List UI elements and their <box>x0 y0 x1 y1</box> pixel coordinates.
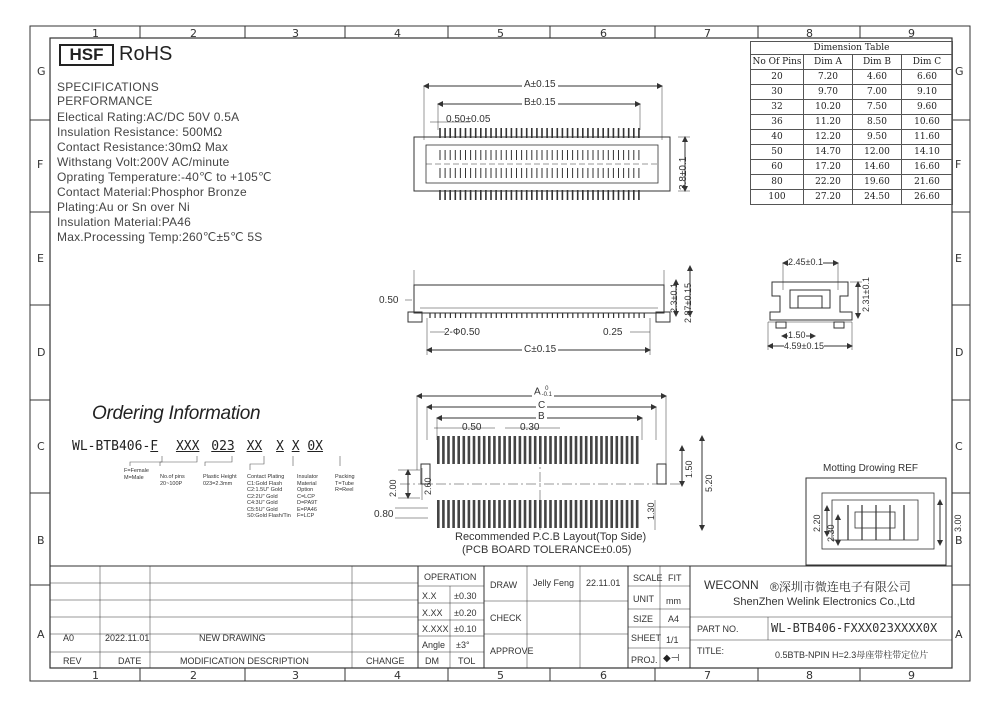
pad <box>442 436 445 464</box>
title-label: TITLE: <box>697 646 725 656</box>
pad <box>590 500 593 528</box>
pad <box>508 500 511 528</box>
pcb-dim-c: C <box>538 400 546 411</box>
table-cell: 30 <box>751 85 804 100</box>
row-label: A <box>37 628 45 641</box>
pad <box>616 500 619 528</box>
side-view-pins <box>430 313 644 318</box>
part-no-label: PART NO. <box>697 624 739 634</box>
spec-line: Max.Processing Temp:260℃±5℃ 5S <box>57 230 263 244</box>
mating-title: Motting Drowing REF <box>823 463 919 474</box>
rev-header: REV <box>63 656 82 666</box>
pcb-right-h2: 5.20 <box>704 474 714 492</box>
col-label: 9 <box>908 27 915 40</box>
sheet-label: SHEET <box>631 633 662 643</box>
table-header: No Of Pins <box>751 55 804 70</box>
pad <box>519 500 522 528</box>
rohs-logo: RoHS <box>119 43 173 65</box>
table-cell: 9.10 <box>902 85 953 100</box>
projection-label: PROJ. <box>631 655 658 665</box>
pad <box>559 500 562 528</box>
pad <box>457 436 460 464</box>
ordering-leaders <box>130 456 340 470</box>
pcb-pad-width: 0.30 <box>520 422 540 433</box>
pad <box>631 436 634 464</box>
pad <box>621 500 624 528</box>
projection-icon: ◆⊣ <box>663 653 680 664</box>
pad <box>452 500 455 528</box>
part-no-value: WL-BTB406-FXXX023XXXX0X <box>771 621 938 635</box>
size-label: SIZE <box>633 614 654 624</box>
table-cell: 14.60 <box>853 160 902 175</box>
date-header: DATE <box>118 656 142 666</box>
spec-line: Plating:Au or Sn over Ni <box>57 200 190 214</box>
side-left-label: 0.50 <box>379 295 399 306</box>
row-label: G <box>955 65 964 78</box>
table-cell: 10.20 <box>804 100 853 115</box>
unit-value: mm <box>666 596 681 606</box>
table-cell: 100 <box>751 190 804 205</box>
title-value: 0.5BTB-NPIN H=2.3母座带柱带定位片 <box>775 650 929 660</box>
spec-line: Oprating Temperature:-40℃ to +105℃ <box>57 170 272 184</box>
pcb-left-h: 2.00 <box>388 479 398 497</box>
pad <box>447 436 450 464</box>
pad <box>437 436 440 464</box>
pad <box>524 436 527 464</box>
pad <box>590 436 593 464</box>
sheet-value: 1/1 <box>666 635 679 645</box>
mating-d3: 3.00 <box>953 514 963 532</box>
table-cell: 80 <box>751 175 804 190</box>
table-header: Dim C <box>902 55 953 70</box>
check-label: CHECK <box>490 613 522 623</box>
table-cell: 20 <box>751 70 804 85</box>
pad <box>549 500 552 528</box>
tol-key: X.XXX <box>422 624 449 634</box>
legend-packing: Packing T=Tube R=Reel <box>335 474 355 493</box>
pad <box>544 500 547 528</box>
company-short: WECONN <box>704 578 759 592</box>
pad <box>529 436 532 464</box>
pad <box>565 500 568 528</box>
spec-line: Contact Material:Phosphor Bronze <box>57 185 247 199</box>
pad <box>544 436 547 464</box>
table-cell: 9.60 <box>902 100 953 115</box>
tol-key: X.X <box>422 591 437 601</box>
pcb-pitch: 0.50 <box>462 422 482 433</box>
pad <box>514 500 517 528</box>
pad <box>483 436 486 464</box>
table-header: Dim A <box>804 55 853 70</box>
table-cell: 11.20 <box>804 115 853 130</box>
pad <box>570 500 573 528</box>
pad <box>539 500 542 528</box>
table-cell: 21.60 <box>902 175 953 190</box>
table-cell: 40 <box>751 130 804 145</box>
side-view <box>405 266 690 355</box>
row-label: C <box>37 440 45 453</box>
end-inner-label: 1.50 <box>788 330 806 340</box>
pad <box>503 436 506 464</box>
side-h1-label: 2.3±0.1 <box>669 283 679 313</box>
pad <box>508 436 511 464</box>
end-top-label: 2.45±0.1 <box>788 257 823 267</box>
row-label: F <box>37 158 44 171</box>
table-cell: 9.70 <box>804 85 853 100</box>
size-value: A4 <box>668 614 680 624</box>
pad <box>478 436 481 464</box>
col-label: 4 <box>394 27 401 40</box>
scale-label: SCALE <box>633 573 663 583</box>
part-prefix: WL-BTB406- <box>72 439 151 454</box>
table-cell: 17.20 <box>804 160 853 175</box>
row-label: D <box>37 346 46 359</box>
pad <box>503 500 506 528</box>
legend-height: Plastic Height 023=2.3mm <box>203 474 237 487</box>
row-label: G <box>37 65 46 78</box>
pad <box>539 436 542 464</box>
col-label: 1 <box>92 669 99 682</box>
row-label: F <box>955 158 962 171</box>
spec-heading: SPECIFICATIONS <box>57 80 159 94</box>
pad <box>559 436 562 464</box>
pad <box>442 500 445 528</box>
part-f: F <box>150 439 159 454</box>
tol-key: X.XX <box>422 608 443 618</box>
table-cell: 12.20 <box>804 130 853 145</box>
legend-pins: No.of pins 20~100P <box>160 474 185 487</box>
legend-plating: Contact Plating C1:Gold Flash C2:1.5U" Gold C2:2U" Gold C4:3U" Gold C5:5U" Gold S0:Gold Flash/Tin <box>247 474 291 519</box>
change-header: CHANGE <box>366 656 405 666</box>
pcb-tolerance: (PCB BOARD TOLERANCE±0.05) <box>462 544 632 556</box>
pad <box>519 436 522 464</box>
pcb-right-h3: 1.30 <box>646 502 656 520</box>
ordering-title: Ordering Information <box>92 403 261 424</box>
spec-subheading: PERFORMANCE <box>57 94 153 108</box>
pad <box>447 500 450 528</box>
pcb-pads <box>437 500 639 528</box>
table-cell: 8.50 <box>853 115 902 130</box>
approve-label: APPROVE <box>490 646 534 656</box>
pad <box>605 500 608 528</box>
pad <box>554 500 557 528</box>
part-option: X <box>291 439 300 454</box>
part-packing: 0X <box>307 439 324 454</box>
table-cell: 24.50 <box>853 190 902 205</box>
table-cell: 7.50 <box>853 100 902 115</box>
pad <box>488 436 491 464</box>
row-label: E <box>955 252 962 265</box>
legend-material: Insulator Material Option C=LCP D=PA9T E=PA46 F=LCP <box>297 474 319 519</box>
pcb-dim-b: B <box>538 411 545 422</box>
part-pins: XXX <box>175 439 200 454</box>
col-label: 2 <box>190 669 197 682</box>
spec-line: Withstang Volt:200V AC/minute <box>57 155 230 169</box>
operation-label: OPERATION <box>424 572 477 582</box>
table-cell: 32 <box>751 100 804 115</box>
table-cell: 50 <box>751 145 804 160</box>
mating-drawing <box>806 478 946 565</box>
col-label: 7 <box>704 669 711 682</box>
pad <box>575 436 578 464</box>
col-label: 3 <box>292 669 299 682</box>
pcb-inner-h: 2.60 <box>423 477 433 495</box>
part-height: 023 <box>211 439 235 454</box>
description-header: MODIFICATION DESCRIPTION <box>180 656 309 666</box>
pad <box>585 500 588 528</box>
mating-d1: 2.20 <box>812 514 822 532</box>
tol-value: ±0.20 <box>454 608 477 618</box>
table-header: Dim B <box>853 55 902 70</box>
spec-line: Insulation Material:PA46 <box>57 215 191 229</box>
table-cell: 60 <box>751 160 804 175</box>
tol-value: ±0.30 <box>454 591 477 601</box>
pad <box>524 500 527 528</box>
col-label: 5 <box>497 27 504 40</box>
col-label: 6 <box>600 669 607 682</box>
offset-label: 0.25 <box>603 327 623 338</box>
dim-a-label: A±0.15 <box>524 79 556 90</box>
pad <box>468 436 471 464</box>
spec-line: Insulation Resistance: 500MΩ <box>57 125 223 139</box>
table-cell: 14.10 <box>902 145 953 160</box>
pad <box>498 500 501 528</box>
pad <box>616 436 619 464</box>
rev-value: A0 <box>63 633 75 643</box>
row-label: B <box>955 534 963 547</box>
part-material: X <box>276 439 284 454</box>
unit-label: UNIT <box>633 594 654 604</box>
part-plating: XX <box>246 439 263 454</box>
pad <box>493 500 496 528</box>
col-label: 8 <box>806 27 813 40</box>
pcb-pad-w-left: 0.80 <box>374 509 394 520</box>
scale-value: FIT <box>668 573 682 583</box>
row-label: A <box>955 628 963 641</box>
description-value: NEW DRAWING <box>199 633 266 643</box>
dimension-table-title: Dimension Table <box>751 42 953 55</box>
pad <box>473 436 476 464</box>
end-width-label: 4.59±0.15 <box>784 341 824 351</box>
table-cell: 12.00 <box>853 145 902 160</box>
pad <box>493 436 496 464</box>
pad <box>498 436 501 464</box>
col-label: 8 <box>806 669 813 682</box>
pitch-label: 0.50±0.05 <box>446 114 491 125</box>
table-cell: 27.20 <box>804 190 853 205</box>
pad <box>534 500 537 528</box>
pcb-dim-a-value: A <box>534 386 541 398</box>
table-cell: 7.00 <box>853 85 902 100</box>
end-height-label: 2.31±0.1 <box>861 277 871 312</box>
col-label: 6 <box>600 27 607 40</box>
pad <box>595 436 598 464</box>
table-cell: 36 <box>751 115 804 130</box>
col-label: 9 <box>908 669 915 682</box>
pad <box>529 500 532 528</box>
pad <box>580 500 583 528</box>
pad <box>636 436 639 464</box>
row-label: C <box>955 440 963 453</box>
pad <box>595 500 598 528</box>
pad <box>488 500 491 528</box>
company-cn: ®深圳市微连电子有限公司 <box>770 580 911 594</box>
spec-line: Contact Resistance:30mΩ Max <box>57 140 229 154</box>
col-label: 2 <box>190 27 197 40</box>
tol-value: ±0.10 <box>454 624 477 634</box>
pad <box>473 500 476 528</box>
hsf-logo: HSF <box>59 44 114 66</box>
pad <box>585 436 588 464</box>
pad <box>452 436 455 464</box>
pad <box>621 436 624 464</box>
pad <box>570 436 573 464</box>
drawer-name: Jelly Feng <box>533 578 575 588</box>
end-view <box>768 263 862 350</box>
pad <box>600 500 603 528</box>
date-value: 2022.11.01 <box>105 633 150 643</box>
row-label: B <box>37 534 45 547</box>
col-label: 4 <box>394 669 401 682</box>
pad <box>554 436 557 464</box>
table-cell: 9.50 <box>853 130 902 145</box>
pad <box>463 500 466 528</box>
row-label: D <box>955 346 964 359</box>
table-cell: 10.60 <box>902 115 953 130</box>
pad <box>610 500 613 528</box>
pad <box>610 436 613 464</box>
table-cell: 26.60 <box>902 190 953 205</box>
col-label: 3 <box>292 27 299 40</box>
draw-label: DRAW <box>490 580 518 590</box>
pad <box>514 436 517 464</box>
row-label: E <box>37 252 44 265</box>
pcb-pads <box>437 436 639 464</box>
dim-b-label: B±0.15 <box>524 97 556 108</box>
pad <box>534 436 537 464</box>
pad <box>457 500 460 528</box>
col-label: 7 <box>704 27 711 40</box>
pcb-dim-a-tol-top: 0 <box>545 386 549 392</box>
table-cell: 7.20 <box>804 70 853 85</box>
table-cell: 16.60 <box>902 160 953 175</box>
side-h2-label: 2.87±0.15 <box>683 283 693 323</box>
pad <box>636 500 639 528</box>
table-cell: 14.70 <box>804 145 853 160</box>
pad <box>463 436 466 464</box>
pcb-dim-a-tol-bottom: -0.1 <box>541 392 553 398</box>
pad <box>626 500 629 528</box>
pad <box>605 436 608 464</box>
table-cell: 4.60 <box>853 70 902 85</box>
pad <box>580 436 583 464</box>
pcb-dim-a <box>532 386 554 398</box>
pad <box>483 500 486 528</box>
table-cell: 11.60 <box>902 130 953 145</box>
pad <box>631 500 634 528</box>
pad <box>468 500 471 528</box>
pad <box>565 436 568 464</box>
pad <box>575 500 578 528</box>
pad <box>478 500 481 528</box>
tol-key: Angle <box>422 640 446 650</box>
pad <box>437 500 440 528</box>
table-cell: 22.20 <box>804 175 853 190</box>
spec-line: Electical Rating:AC/DC 50V 0.5A <box>57 110 240 124</box>
col-label: 1 <box>92 27 99 40</box>
company-en: ShenZhen Welink Electronics Co.,Ltd <box>733 596 915 608</box>
dim-c-label: C±0.15 <box>524 344 557 355</box>
draw-date: 22.11.01 <box>586 578 621 588</box>
pitch-count-label: 2-Ф0.50 <box>444 327 480 338</box>
ordering-part-number <box>72 439 323 454</box>
dm-label: DM <box>425 656 439 666</box>
legend-gender: F=Female M=Male <box>124 468 149 481</box>
mating-d2: 2.30 <box>826 524 836 542</box>
pad <box>549 436 552 464</box>
tol-label: TOL <box>458 656 476 666</box>
table-cell: 19.60 <box>853 175 902 190</box>
pad <box>626 436 629 464</box>
pcb-right-h1: 1.50 <box>684 460 694 478</box>
height-label: 3.8±0.1 <box>678 156 689 190</box>
col-label: 5 <box>497 669 504 682</box>
tol-value: ±3° <box>456 640 470 650</box>
pad <box>600 436 603 464</box>
pcb-caption: Recommended P.C.B Layout(Top Side) <box>455 531 647 543</box>
table-cell: 6.60 <box>902 70 953 85</box>
